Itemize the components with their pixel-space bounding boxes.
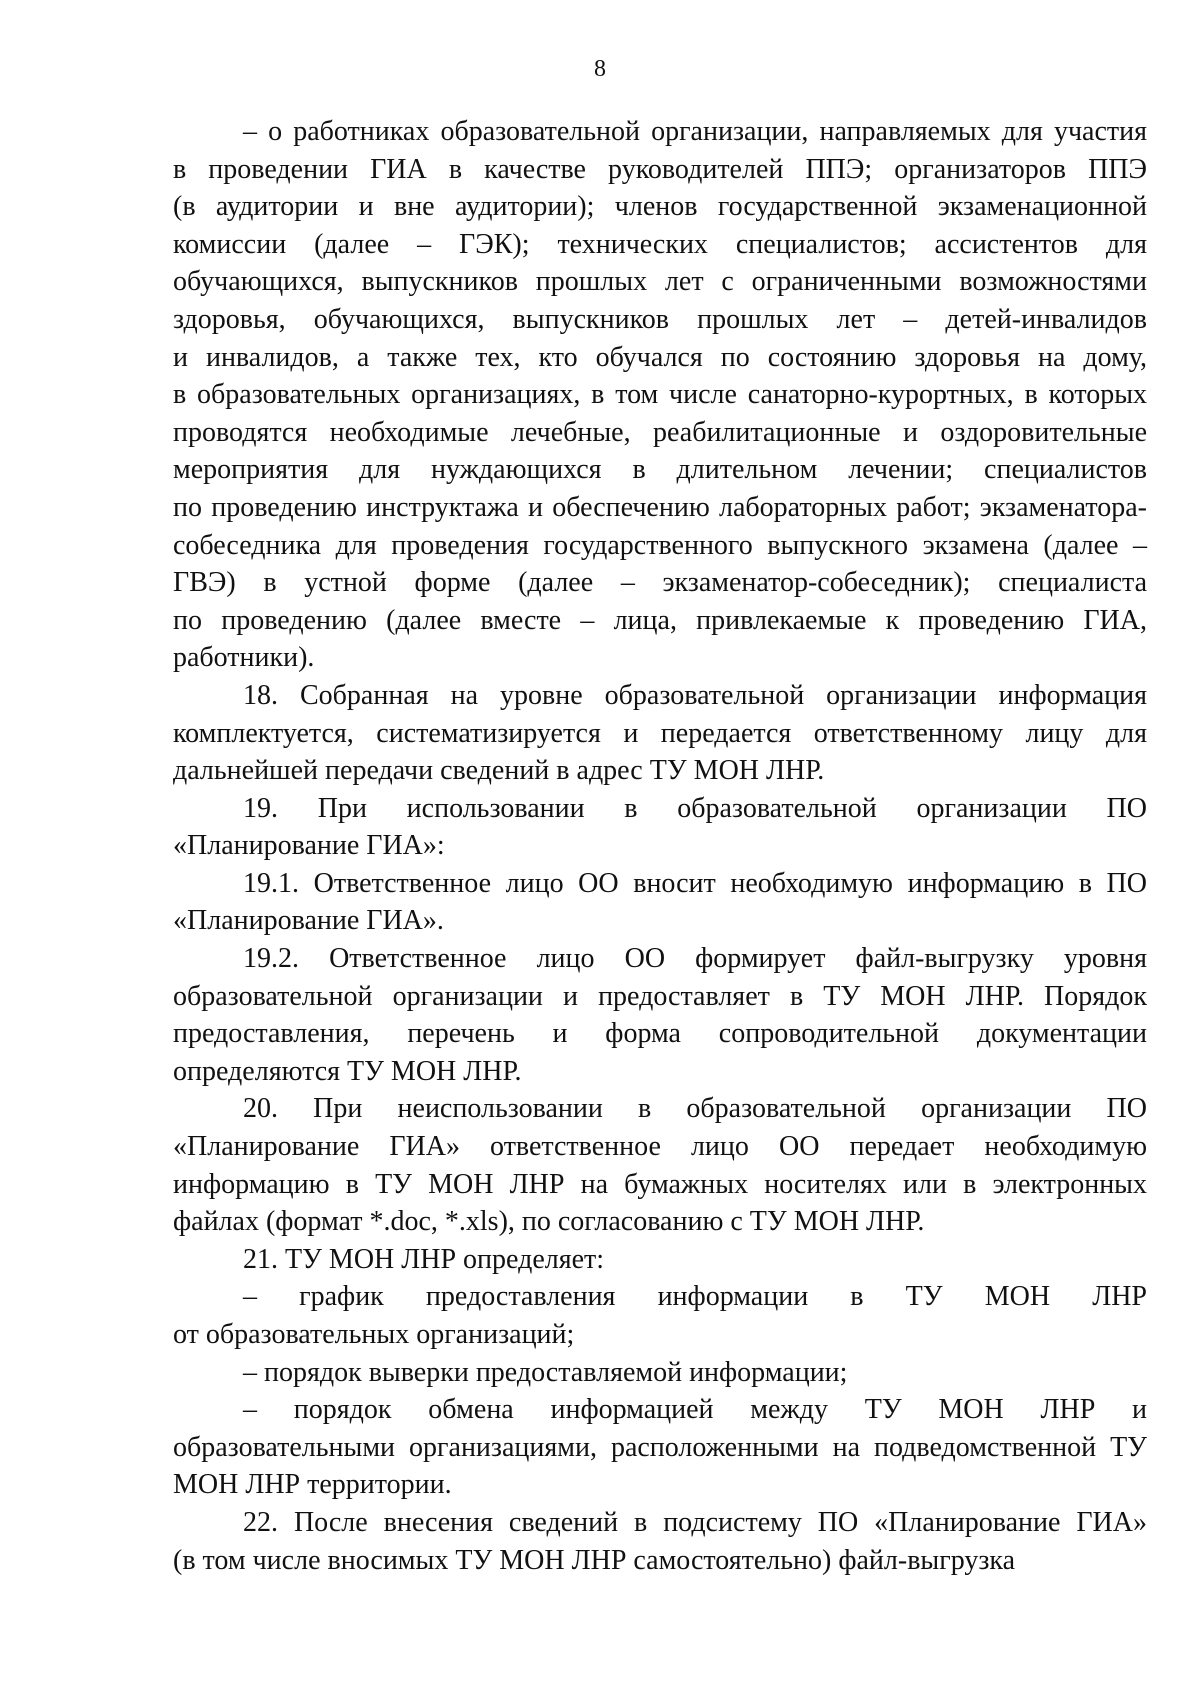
text-line: «Планирование ГИА»: bbox=[173, 830, 445, 862]
text-line: 20. При неиспользовании в образовательной организации ПО bbox=[243, 1093, 1147, 1125]
text-line: – порядок обмена информацией между ТУ МОН ЛНР и bbox=[243, 1394, 1147, 1426]
text-line: ГВЭ) в устной форме (далее – экзаменатор-собеседник); специалиста bbox=[173, 567, 1147, 599]
text-line: и инвалидов, а также тех, кто обучался по состоянию здоровья на дому, bbox=[173, 341, 1147, 373]
text-line: МОН ЛНР территории. bbox=[173, 1469, 452, 1501]
text-line: работники). bbox=[173, 642, 315, 674]
text-line: определяются ТУ МОН ЛНР. bbox=[173, 1055, 522, 1087]
paragraph-p-20 bbox=[173, 1090, 1147, 1240]
text-line: комплектуется, систематизируется и передается ответственному лицу для bbox=[173, 717, 1147, 749]
text-line: образовательными организациями, расположенными на подведомственной ТУ bbox=[173, 1431, 1147, 1463]
text-line: по проведению инструктажа и обеспечению лабораторных работ; экзаменатора- bbox=[173, 491, 1147, 523]
text-line: 21. ТУ МОН ЛНР определяет: bbox=[243, 1243, 605, 1275]
text-line: – порядок выверки предоставляемой информации; bbox=[243, 1356, 848, 1388]
paragraph-p-21-exchange bbox=[173, 1391, 1147, 1504]
text-line: проводятся необходимые лечебные, реабилитационные и оздоровительные bbox=[173, 416, 1147, 448]
text-line: предоставления, перечень и форма сопроводительной документации bbox=[173, 1018, 1147, 1050]
paragraph-p-21-schedule bbox=[173, 1278, 1147, 1353]
text-line: 18. Собранная на уровне образовательной организации информация bbox=[243, 679, 1147, 711]
text-line: собеседника для проведения государственного выпускного экзамена (далее – bbox=[173, 529, 1147, 561]
paragraph-p-19-1 bbox=[173, 865, 1147, 940]
text-line: – график предоставления информации в ТУ МОН ЛНР bbox=[243, 1281, 1147, 1313]
text-line: 19.1. Ответственное лицо ОО вносит необходимую информацию в ПО bbox=[243, 867, 1147, 899]
paragraph-p-21-verification bbox=[173, 1354, 1147, 1392]
text-line: «Планирование ГИА». bbox=[173, 905, 444, 937]
text-line: (в аудитории и вне аудитории); членов государственной экзаменационной bbox=[173, 191, 1147, 223]
paragraph-p-workers-list bbox=[173, 113, 1147, 677]
paragraph-p-22 bbox=[173, 1504, 1147, 1579]
paragraph-p-18 bbox=[173, 677, 1147, 790]
paragraph-p-19 bbox=[173, 790, 1147, 865]
text-line: (в том числе вносимых ТУ МОН ЛНР самостоятельно) файл-выгрузка bbox=[173, 1544, 1016, 1576]
text-line: в проведении ГИА в качестве руководителей ППЭ; организаторов ППЭ bbox=[173, 153, 1147, 185]
text-line: здоровья, обучающихся, выпускников прошлых лет – детей-инвалидов bbox=[173, 303, 1147, 335]
text-line: обучающихся, выпускников прошлых лет с ограниченными возможностями bbox=[173, 266, 1147, 298]
text-line: дальнейшей передачи сведений в адрес ТУ МОН ЛНР. bbox=[173, 755, 825, 787]
text-line: в образовательных организациях, в том числе санаторно-курортных, в которых bbox=[173, 379, 1147, 411]
text-line: по проведению (далее вместе – лица, привлекаемые к проведению ГИА, bbox=[173, 604, 1147, 636]
text-line: – о работниках образовательной организации, направляемых для участия bbox=[243, 116, 1147, 147]
text-line: файлах (формат *.doc, *.xls), по согласованию с ТУ МОН ЛНР. bbox=[173, 1206, 925, 1238]
text-line: «Планирование ГИА» ответственное лицо ОО передает необходимую bbox=[173, 1131, 1147, 1163]
text-line: 22. После внесения сведений в подсистему ПО «Планирование ГИА» bbox=[243, 1506, 1147, 1538]
page-number: 8 bbox=[594, 56, 606, 82]
text-line: комиссии (далее – ГЭК); технических специалистов; ассистентов для bbox=[173, 228, 1147, 260]
document-body bbox=[173, 113, 1147, 1579]
text-line: 19. При использовании в образовательной организации ПО bbox=[243, 792, 1147, 824]
text-line: от образовательных организаций; bbox=[173, 1319, 575, 1350]
paragraph-p-21 bbox=[173, 1241, 1147, 1279]
text-line: образовательной организации и предоставляет в ТУ МОН ЛНР. Порядок bbox=[173, 980, 1147, 1012]
text-line: информацию в ТУ МОН ЛНР на бумажных носителях или в электронных bbox=[173, 1168, 1147, 1200]
text-line: мероприятия для нуждающихся в длительном лечении; специалистов bbox=[173, 454, 1147, 486]
paragraph-p-19-2 bbox=[173, 940, 1147, 1090]
text-line: 19.2. Ответственное лицо ОО формирует файл-выгрузку уровня bbox=[243, 943, 1147, 975]
